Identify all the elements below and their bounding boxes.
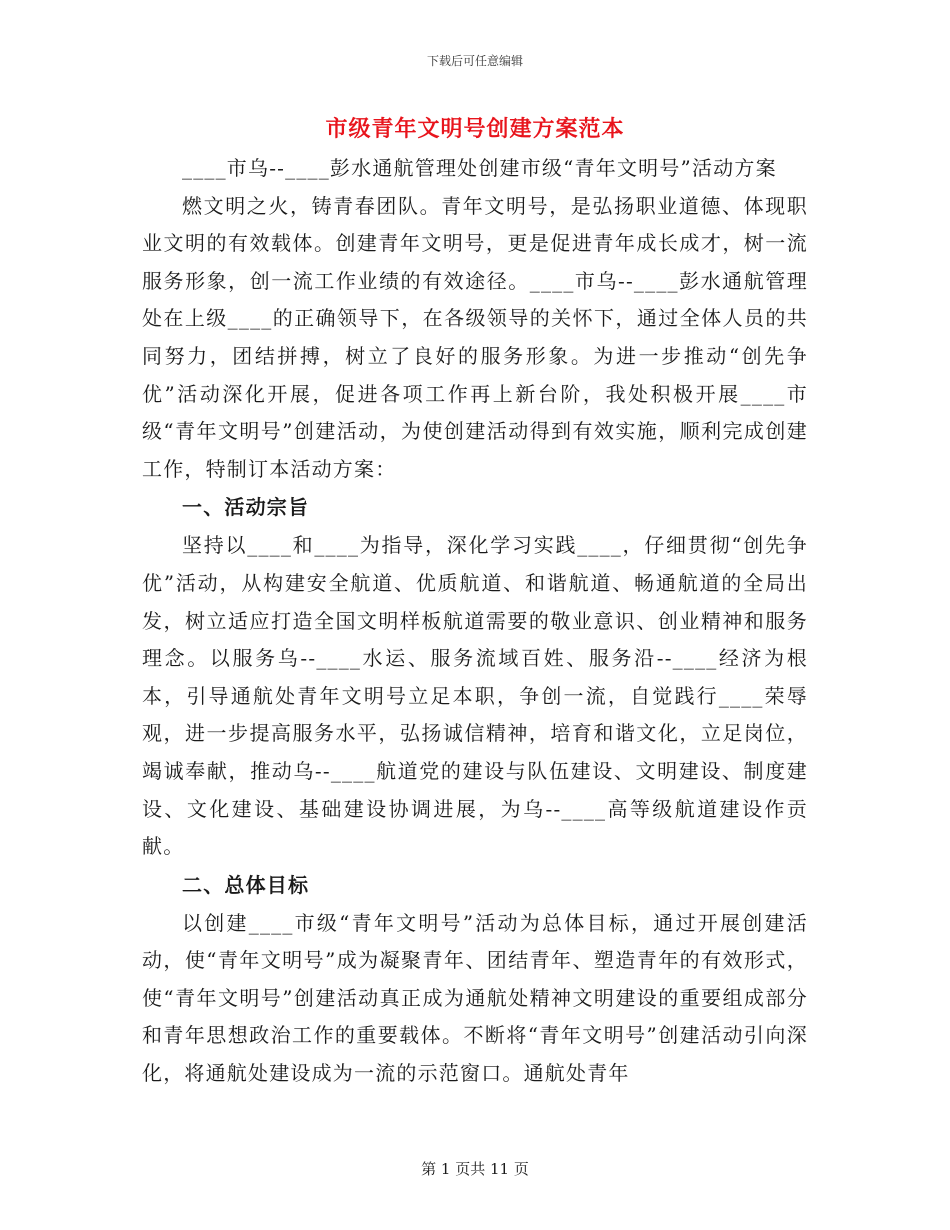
paragraph-introduction: 燃文明之火，铸青春团队。青年文明号，是弘扬职业道德、体现职业文明的有效载体。创建青年文明号，更是促进青年成长成才，树一流服务形象，创一流工作业绩的有效途径。____市乌--____彭水通航管理处在上级____的正确领导下，在各级领导的关怀下，通过全体人员的共同努力，团结拼搏，树立了良好的服务形象。为进一步推动“创先争优”活动深化开展，促进各项工作再上新台阶，我处积极开展____市级“青年文明号”创建活动，为使创建活动得到有效实施，顺利完成创建工作，特制订本活动方案： (142, 193, 808, 481)
document-body (142, 150, 808, 1093)
page-header-note: 下载后可任意编辑 (426, 54, 523, 68)
document-title: 市级青年文明号创建方案范本 (325, 116, 625, 142)
section-heading-goals: 二、总体目标 (182, 872, 310, 897)
paragraph-intro-heading: ____市乌--____彭水通航管理处创建市级“青年文明号”活动方案 (182, 156, 777, 180)
paragraph-goals: 以创建____市级“青年文明号”活动为总体目标，通过开展创建活动，使“青年文明号”成为凝聚青年、团结青年、塑造青年的有效形式，使“青年文明号”创建活动真正成为通航处精神文明建设的重要组成部分和青年思想政治工作的重要载体。不断将“青年文明号”创建活动引向深化，将通航处建设成为一流的示范窗口。通航处青年 (142, 910, 808, 1086)
paragraph-purpose: 坚持以____和____为指导，深化学习实践____，仔细贯彻“创先争优”活动，从构建安全航道、优质航道、和谐航道、畅通航道的全局出发，树立适应打造全国文明样板航道需要的敬业意识、创业精神和服务理念。以服务乌--____水运、服务流域百姓、服务沿--____经济为根本，引导通航处青年文明号立足本职，争创一流，自觉践行____荣辱观，进一步提高服务水平，弘扬诚信精神，培育和谐文化，立足岗位，竭诚奉献，推动乌--____航道党的建设与队伍建设、文明建设、制度建设、文化建设、基础建设协调进展，为乌--____高等级航道建设作贡献。 (142, 533, 808, 859)
page-number: 第 1 页共 11 页 (421, 1160, 529, 1178)
section-heading-purpose: 一、活动宗旨 (182, 495, 310, 520)
